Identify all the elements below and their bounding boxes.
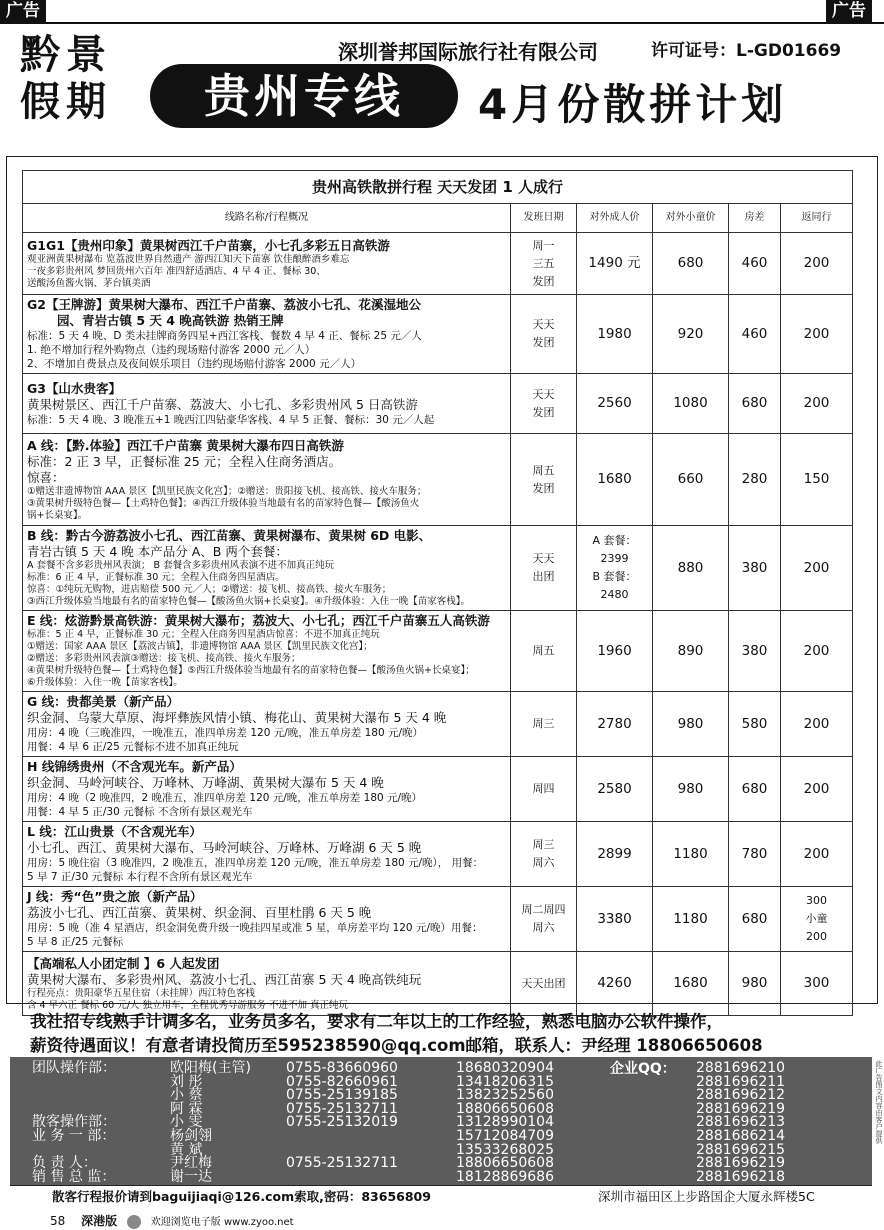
room-difference-value: 580 (741, 715, 768, 732)
route-line: 送酸汤鱼酱火锅、茅台镇美酒 (27, 277, 151, 289)
room-difference (729, 692, 781, 757)
room-difference (729, 295, 781, 374)
route-description (23, 952, 511, 1016)
departure-date-part: 天天 (532, 318, 555, 331)
route-description (23, 526, 511, 611)
col-header-return: 返同行 (781, 204, 853, 233)
peer-rebate-part: 小童 (805, 912, 828, 925)
adult-price-part: 2399 (600, 552, 629, 565)
header-rule (0, 22, 884, 24)
departure-date-part: 周二周四 (521, 903, 566, 916)
child-price-value: 880 (677, 559, 704, 576)
room-difference-value: 380 (741, 559, 768, 576)
child-price-value: 660 (677, 471, 704, 487)
route-line: 【高端私人小团定制 】6 人起发团 (27, 955, 220, 971)
route-line: 标准：5 天 4 晚、D 类未挂牌商务四星+西江客栈、餐数 4 早 4 正、餐标 25 元／人 (27, 330, 422, 342)
room-difference (729, 526, 781, 611)
adult-price-value: 1980 (597, 325, 632, 342)
route-line: 锅+长桌宴】。 (27, 509, 88, 521)
departure-date (511, 887, 577, 952)
room-difference (729, 434, 781, 526)
adult-price-value: 1960 (597, 642, 632, 659)
publisher-logo-icon (127, 1215, 141, 1229)
departure-date-part: 周三 (532, 717, 555, 730)
route-line: 惊喜： (27, 469, 65, 485)
table-title: 贵州高铁散拼行程 天天发团 1 人成行 (23, 171, 853, 204)
peer-rebate (781, 692, 853, 757)
departure-date-part: 天天出团 (521, 976, 566, 990)
child-price-value: 1180 (673, 845, 708, 862)
departure-date (511, 295, 577, 374)
contact-name: 谢一达 (170, 1168, 212, 1185)
table-title-row (23, 171, 853, 204)
route-line: B 线：黔古今游荔波小七孔、西江苗寨、黄果树瀑布、黄果树 6D 电影、 (27, 528, 432, 543)
route-line: H 线锦绣贵州（不含观光车。新产品） (27, 759, 242, 774)
peer-rebate-value: 200 (803, 715, 830, 732)
route-line: 5 早 8 正/25 元餐标 (27, 936, 124, 948)
route-line: 行程亮点：贵阳豪华五星住宿（未挂牌）西江特色客栈 (27, 987, 256, 999)
room-difference (729, 952, 781, 1016)
route-line: 用房：5 晚（准 4 星酒店，织金洞免费升级一晚挂四星或准 5 星，单房差平均 120 元/晚）用餐： (27, 922, 483, 934)
route-description (23, 295, 511, 374)
peer-rebate-value: 200 (803, 559, 830, 576)
route-line: G 线：贵都美景（新产品） (27, 694, 180, 709)
adult-price-part: B 套餐： (592, 570, 637, 583)
departure-date-part: 发团 (532, 336, 555, 349)
departure-date-part: 发团 (532, 481, 555, 495)
side-disclaimer: 此广告图文内容由客户提供 (875, 1060, 883, 1144)
room-difference-value: 680 (741, 395, 768, 411)
contact-tel[interactable]: 0755-83660960 (286, 1060, 398, 1076)
route-line: 用房：5 晚住宿（3 晚准四，2 晚准五，准四单房差 120 元/晚，准五单房差 180 元/晚）， 用餐： (27, 857, 484, 869)
route-description (23, 374, 511, 434)
departure-date (511, 692, 577, 757)
peer-rebate (781, 887, 853, 952)
route-line: ③黄果树升级特色餐—【土鸡特色餐】；④西江升级体验当地最有名的苗家特色餐—【酸汤鱼火 (27, 497, 420, 509)
route-line: 园、青岩古镇 5 天 4 晚高铁游 热销王牌 (57, 313, 284, 328)
contact-qq[interactable]: 2881696211 (696, 1073, 786, 1090)
table-row (23, 611, 853, 692)
adult-price-value: 2780 (597, 715, 632, 732)
adult-price (577, 611, 653, 692)
child-price (653, 374, 729, 434)
adult-price (577, 374, 653, 434)
peer-rebate (781, 611, 853, 692)
brand-line-1: 黔景 (20, 32, 112, 78)
peer-rebate-value: 200 (803, 642, 830, 659)
page-footer (50, 1212, 294, 1229)
contact-qq[interactable]: 2881696212 (696, 1087, 786, 1104)
departure-date (511, 526, 577, 611)
route-line: ②赠送：多彩贵州风表演③赠送：接飞机、接高铁、接火车服务； (27, 653, 301, 664)
route-line: G2【王牌游】黄果树大瀑布、西江千户苗寨、荔波小七孔、花溪湿地公 (27, 297, 421, 312)
ad-tag-right: 广告 (826, 0, 872, 22)
contact-qq[interactable]: 2881696219 (696, 1100, 786, 1117)
departure-date (511, 822, 577, 887)
route-description (23, 757, 511, 822)
route-line: A 线：【黔.体验】西江千户苗寨 黄果树大瀑布四日高铁游 (27, 437, 344, 453)
contact-name: 黄 斌 (170, 1141, 203, 1158)
departure-date (511, 434, 577, 526)
peer-rebate-value: 200 (803, 395, 830, 411)
departure-date (511, 611, 577, 692)
route-line: 一夜多彩贵州风 梦回贵州六百年 准四舒适酒店、4 早 4 正、餐标 30、 (27, 265, 326, 277)
room-difference-value: 980 (741, 975, 768, 991)
quote-bar (10, 1185, 872, 1210)
page-number: 58 (50, 1214, 66, 1228)
route-line: 用餐：4 早 5 正/30 元餐标 不含所有景区观光车 (27, 806, 253, 818)
route-line: 标准：5 天 4 晚、3 晚准五+1 晚西江四钻豪华客栈、4 早 5 正餐、餐标：30 元／人起 (27, 413, 435, 426)
schedule-table (22, 170, 853, 1016)
contact-dept: 负 责 人： (32, 1155, 97, 1172)
adult-price (577, 887, 653, 952)
route-line: J 线：秀“色”贵之旅（新产品） (27, 889, 203, 904)
route-line: 荔波小七孔、西江苗寨、黄果树、织金洞、百里杜鹃 6 天 5 晚 (27, 905, 372, 920)
child-price-value: 980 (677, 780, 704, 797)
col-header-route: 线路名称/行程概况 (23, 204, 511, 233)
room-difference (729, 757, 781, 822)
route-line: 织金洞、马岭河峡谷、万峰林、万峰湖、黄果树大瀑布 5 天 4 晚 (27, 775, 384, 790)
route-line: ⑥升级体验：入住一晚【苗家客栈】。 (27, 677, 183, 688)
route-line: 观亚洲黄果树瀑布 览荔波世界自然遗产 游西江知天下苗寨 饮佳酿醉酒乡难忘 (27, 253, 350, 265)
table-row (23, 822, 853, 887)
peer-rebate (781, 233, 853, 295)
departure-date-part: 出团 (532, 570, 555, 583)
contact-qq[interactable]: 2881696219 (696, 1155, 786, 1172)
contact-mobile[interactable]: 13823252560 (456, 1087, 554, 1104)
route-line: 青岩古镇 5 天 4 晚 本产品分 A、B 两个套餐： (27, 544, 288, 559)
child-price-value: 1180 (673, 910, 708, 927)
brand-line-2: 假期 (20, 79, 112, 125)
adult-price (577, 434, 653, 526)
departure-date-part: 周三 (532, 838, 555, 851)
route-line: 用房：4 晚（三晚准四，一晚准五，准四单房差 120 元/晚，准五单房差 180 元/晚） (27, 727, 424, 739)
departure-date-part: 周五 (532, 644, 555, 657)
col-header-date: 发班日期 (511, 204, 577, 233)
recruit-line-2: 薪资待遇面议！有意者请投简历至595238590@qq.com邮箱，联系人：尹经理 18806650608 (30, 1036, 763, 1055)
route-line: 标准：5 正 4 早，正餐标准 30 元；全程入住商务四星酒店惊喜：不进不加真正纯玩 (27, 629, 380, 640)
col-header-room: 房差 (729, 204, 781, 233)
table-row (23, 952, 853, 1016)
adult-price-value: 1680 (597, 471, 632, 487)
table-row (23, 692, 853, 757)
contact-dept: 团队操作部： (32, 1060, 116, 1076)
adult-price (577, 757, 653, 822)
route-line: 织金洞、乌蒙大草原、海坪彝族风情小镇、梅花山、黄果树大瀑布 5 天 4 晚 (27, 710, 447, 725)
adult-price (577, 692, 653, 757)
route-line: 含 4 早六正 餐标 60 元/人 独立用车，全程优秀导游服务 不进不加 真正纯玩 (27, 999, 348, 1011)
ad-tag-left: 广告 (0, 0, 46, 22)
route-description (23, 887, 511, 952)
child-price (653, 822, 729, 887)
room-difference-value: 460 (741, 255, 768, 271)
departure-date-part: 周一 (532, 238, 555, 252)
company-name: 深圳誉邦国际旅行社有限公司 (338, 40, 598, 64)
room-difference-value: 680 (741, 910, 768, 927)
contact-qq[interactable]: 2881696213 (696, 1114, 786, 1131)
col-header-adult: 对外成人价 (577, 204, 653, 233)
peer-rebate-part: 200 (806, 930, 827, 943)
route-line: G3【山水贵客】 (27, 380, 121, 396)
child-price-value: 890 (677, 642, 704, 659)
contact-qq[interactable]: 2881696218 (696, 1168, 786, 1185)
recruit-line-1: 我社招专线熟手计调多名，业务员多名，要求有二年以上的工作经验，熟悉电脑办公软件操作， (30, 1012, 723, 1031)
adult-price-part: A 套餐： (592, 534, 637, 547)
child-price (653, 233, 729, 295)
room-difference-value: 380 (741, 642, 768, 659)
route-line: G1G1【贵州印象】黄果树西江千户苗寨，小七孔多彩五日高铁游 (27, 237, 390, 253)
child-price-value: 920 (677, 325, 704, 342)
col-header-child: 对外小童价 (653, 204, 729, 233)
route-line: 用房：4 晚（2 晚准四，2 晚准五，准四单房差 120 元/晚，准五单房差 180 元/晚） (27, 792, 423, 804)
adult-price (577, 952, 653, 1016)
room-difference (729, 374, 781, 434)
contact-panel (10, 1057, 872, 1185)
plan-title: 4月份散拼计划 (478, 80, 788, 129)
adult-price-value: 1490 元 (588, 255, 641, 271)
route-line: 用餐：4 早 6 正/25 元餐标不进不加真正纯玩 (27, 741, 239, 753)
contact-dept: 销 售 总 监： (32, 1168, 116, 1185)
peer-rebate (781, 757, 853, 822)
contact-qq[interactable]: 2881696210 (696, 1060, 786, 1076)
contact-dept: 业 务 一 部： (32, 1128, 116, 1144)
contact-tel[interactable]: 0755-25132711 (286, 1155, 398, 1172)
peer-rebate-value: 200 (803, 845, 830, 862)
banner-guizhou-line: 贵州专线 (150, 64, 458, 128)
route-line: ④黄果树升级特色餐—【土鸡特色餐】⑤西江升级体验当地最有名的苗家特色餐—【酸汤鱼火锅+长桌宴】； (27, 665, 475, 676)
route-line: 2、不增加自费景点及夜间娱乐项目（违约现场赔付游客 2000 元／人） (27, 358, 362, 370)
adult-price-value: 3380 (597, 910, 632, 927)
office-address: 深圳市福田区上步路国企大厦永辉楼5C (598, 1189, 815, 1204)
contact-mobile[interactable]: 13533268025 (456, 1141, 554, 1158)
table-row (23, 757, 853, 822)
peer-rebate-value: 300 (803, 975, 830, 991)
edition-label: 深港版 (81, 1214, 118, 1228)
route-line: E 线：炫游黔景高铁游：黄果树大瀑布；荔波大、小七孔；西江千户苗寨五人高铁游 (27, 613, 490, 628)
peer-rebate-part: 300 (806, 894, 827, 907)
contact-mobile[interactable]: 13418206315 (456, 1073, 554, 1090)
departure-date-part: 周五 (532, 463, 555, 477)
child-price (653, 295, 729, 374)
room-difference (729, 822, 781, 887)
adult-price (577, 526, 653, 611)
adult-price-part: 2480 (600, 588, 629, 601)
adult-price (577, 233, 653, 295)
route-line: 黄果树大瀑布、多彩贵州风、荔波小七孔、西江苗寨 5 天 4 晚高铁纯玩 (27, 971, 422, 987)
room-difference-value: 680 (741, 780, 768, 797)
adult-price-value: 4260 (597, 975, 632, 991)
departure-date-part: 周四 (532, 782, 555, 795)
peer-rebate (781, 374, 853, 434)
child-price (653, 692, 729, 757)
table-row (23, 526, 853, 611)
contact-name: 刘 彤 (170, 1073, 203, 1090)
peer-rebate-value: 150 (803, 471, 830, 487)
child-price-value: 1680 (673, 975, 708, 991)
departure-date (511, 233, 577, 295)
route-line: 小七孔、西江、黄果树大瀑布、马岭河峡谷、万峰林、万峰湖 6 天 5 晚 (27, 840, 422, 855)
child-price (653, 757, 729, 822)
route-line: 5 早 7 正/30 元餐标 本行程不含所有景区观光车 (27, 871, 253, 883)
route-description (23, 233, 511, 295)
welcome-link[interactable]: 欢迎浏览电子版 www.zyoo.net (150, 1217, 294, 1228)
contact-name: 阿 霖 (170, 1100, 203, 1117)
recruit-notice (30, 1010, 860, 1058)
route-line: ①赠送非遗博物馆 AAA 景区【凯里民族文化宫】；②赠送：贵阳接飞机、接高铁、接火车服务； (27, 485, 427, 497)
child-price (653, 526, 729, 611)
contact-mobile[interactable]: 18806650608 (456, 1100, 554, 1117)
table-row (23, 374, 853, 434)
departure-date-part: 发团 (532, 274, 555, 288)
child-price-value: 680 (677, 255, 704, 271)
contact-mobile[interactable]: 15712084709 (456, 1128, 554, 1144)
departure-date-part: 发团 (532, 405, 555, 419)
peer-rebate (781, 434, 853, 526)
route-line: A 套餐不含多彩贵州风表演； B 套餐含多彩贵州风表演不进不加真正纯玩 (27, 560, 335, 571)
route-line: 惊喜：①纯玩无购物，进店赔偿 500 元／人；②赠送：接飞机、接高铁、接火车服务； (27, 584, 392, 595)
route-description (23, 611, 511, 692)
table-row (23, 887, 853, 952)
contact-tel[interactable]: 0755-25132019 (286, 1114, 398, 1131)
contact-qq[interactable]: 2881696215 (696, 1141, 786, 1158)
child-price-value: 980 (677, 715, 704, 732)
adult-price-value: 2899 (597, 845, 632, 862)
contact-name: 尹红梅 (170, 1155, 212, 1172)
route-description (23, 692, 511, 757)
table-row (23, 295, 853, 374)
room-difference-value: 780 (741, 845, 768, 862)
route-line: 黄果树景区、西江千户苗寨、荔波大、小七孔、多彩贵州风 5 日高铁游 (27, 396, 418, 412)
route-line: ③西江升级体验当地最有名的苗家特色餐—【酸汤鱼火锅+长桌宴】。④升级体验：入住一晚【苗家客栈】。 (27, 596, 470, 607)
child-price-value: 1080 (673, 395, 708, 411)
contact-name: 小 蔡 (170, 1087, 203, 1104)
departure-date-part: 周六 (532, 921, 555, 934)
child-price (653, 952, 729, 1016)
route-line: 标准：6 正 4 早，正餐标准 30 元；全程入住商务四星酒店。 (27, 572, 285, 583)
room-difference-value: 280 (741, 471, 768, 487)
departure-date (511, 757, 577, 822)
departure-date (511, 374, 577, 434)
route-line: L 线：江山贵景（不含观光车） (27, 824, 202, 839)
contact-tel[interactable]: 0755-82660961 (286, 1073, 398, 1090)
route-description (23, 434, 511, 526)
departure-date-part: 天天 (532, 387, 555, 401)
peer-rebate-value: 200 (803, 255, 830, 271)
table-row (23, 233, 853, 295)
contact-mobile[interactable]: 13128990104 (456, 1114, 554, 1131)
departure-date-part: 天天 (532, 552, 555, 565)
adult-price-value: 2580 (597, 780, 632, 797)
adult-price (577, 295, 653, 374)
child-price (653, 611, 729, 692)
adult-price-value: 2560 (597, 395, 632, 411)
adult-price (577, 822, 653, 887)
contact-name: 杨剑翎 (170, 1128, 212, 1144)
room-difference-value: 460 (741, 325, 768, 342)
room-difference (729, 233, 781, 295)
departure-date-part: 周六 (532, 856, 555, 869)
quote-line: 散客行程报价请到baguijiaqi@126.com索取,密码：83656809 (52, 1189, 431, 1204)
peer-rebate-value: 200 (803, 780, 830, 797)
route-line: 标准：2 正 3 早，正餐标准 25 元；全程入住商务酒店。 (27, 453, 342, 469)
contact-name: 小 雯 (170, 1114, 203, 1131)
peer-rebate (781, 952, 853, 1016)
table-header-row (23, 204, 853, 233)
child-price (653, 434, 729, 526)
contact-qq[interactable]: 2881686214 (696, 1128, 786, 1144)
brand-logo (20, 32, 112, 126)
table-row (23, 434, 853, 526)
contact-name: 欧阳梅(主管) (170, 1060, 251, 1076)
departure-date-part: 三五 (532, 256, 555, 270)
qq-label: 企业QQ： (610, 1061, 676, 1077)
room-difference (729, 887, 781, 952)
peer-rebate-value: 200 (803, 325, 830, 342)
contact-mobile[interactable]: 18680320904 (456, 1060, 554, 1076)
child-price (653, 887, 729, 952)
contact-tel[interactable]: 0755-25132711 (286, 1100, 398, 1117)
contact-mobile[interactable]: 18128869686 (456, 1168, 554, 1185)
contact-tel[interactable]: 0755-25139185 (286, 1087, 398, 1104)
peer-rebate (781, 822, 853, 887)
departure-date (511, 952, 577, 1016)
peer-rebate (781, 526, 853, 611)
route-line: 1. 绝不增加行程外购物点（违约现场赔付游客 2000 元／人） (27, 344, 316, 356)
contact-dept: 散客操作部： (32, 1114, 116, 1131)
peer-rebate (781, 295, 853, 374)
route-description (23, 822, 511, 887)
contact-mobile[interactable]: 18806650608 (456, 1155, 554, 1172)
license-number: 许可证号：L-GD01669 (651, 41, 842, 61)
room-difference (729, 611, 781, 692)
route-line: ①赠送：国家 AAA 景区【荔波古镇】，非遗博物馆 AAA 景区【凯里民族文化宫】； (27, 641, 373, 652)
